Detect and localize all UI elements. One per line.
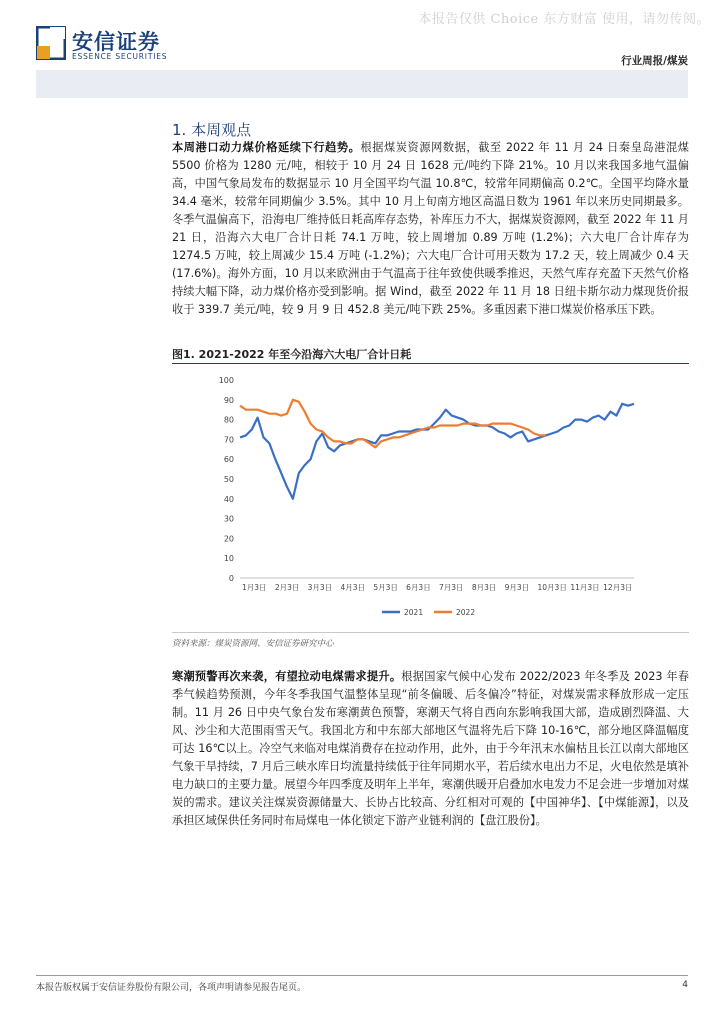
figure-rule — [172, 363, 689, 364]
y-tick-label: 100 — [218, 376, 234, 385]
y-tick-label: 70 — [223, 435, 234, 445]
paragraph-cold-wave — [172, 668, 689, 830]
x-tick-label: 8月3日 — [471, 583, 497, 592]
figure-caption: 图1. 2021-2022 年至今沿海六大电厂合计日耗 — [172, 348, 412, 361]
paragraph-weekly-view — [172, 139, 689, 319]
y-tick-label: 20 — [223, 534, 234, 544]
header-band — [36, 70, 688, 98]
legend-label: 2022 — [456, 608, 476, 617]
paragraph-body: 根据国家气候中心发布 2022/2023 年冬季及 2023 年春季气候趋势预测，今年冬季我国气温整体呈现“前冬偏暖、后冬偏冷”特征，对煤炭需求释放形成一定压制。11 月 26 日中央气象台发布寒潮黄色预警，寒潮天气将自西向东影响我国大部，造成剧烈降温、大风、沙尘和大范围雨雪天气。我国北方和中东部大部地区气温将先后下降 10-16℃，部分地区降温幅度可达 16℃以上。冷空气来临对电煤消费存在拉动作用，此外，由于今年汛末水偏枯且长江以南大部地区气象干旱持续，7 月后三峡水库日均流量持续低于往年同期水平，若后续水电出力不足，火电依然是填补电力缺口的主要力量。展望今年四季度及明年上半年，寒潮供暖开启叠加水电发力不足会进一步增加对煤炭的需求。建议关注煤炭资源储量大、长协占比较高、分红相对可观的【中国神华】、【中煤能源】，以及承担区域保供任务同时布局煤电一体化锁定下游产业链利润的【盘江股份】。 — [172, 670, 689, 827]
x-axis — [242, 583, 632, 592]
y-tick-label: 40 — [223, 494, 234, 504]
section-title: 1. 本周观点 — [172, 121, 252, 139]
x-tick-label: 4月3日 — [340, 583, 366, 592]
source-note: 资料来源：煤炭资源网、安信证券研究中心 — [172, 639, 334, 649]
series-lines — [240, 400, 634, 499]
paragraph-body: 根据煤炭资源网数据，截至 2022 年 11 月 24 日秦皇岛港混煤 5500 价格为 1280 元/吨，相较于 10 月 24 日 1628 元/吨约下降 21%。10 月以来我国多地气温偏高，中国气象局发布的数据显示 10 月全国平均气温 10.8℃，较常年同期偏高 0.2℃。全国平均降水量 34.4 毫米，较常年同期偏少 3.5%。其中 10 月上旬南方地区高温日数为 1961 年以来历史同期最多。冬季气温偏高下，沿海电厂维持低日耗高库存态势，补库压力不大，据煤炭资源网，截至 2022 年 11 月 21 日，沿海六大电厂合计日耗 74.1 万吨，较上周增加 0.89 万吨 (1.2%)；六大电厂合计库存为 1274.5 万吨，较上周减少 15.4 万吨 (-1.2%)；六大电厂合计可用天数为 17.2 天，较上周减少 0.4 天 (17.6%)。海外方面，10 月以来欧洲由于气温高于往年致使供暖季推迟，天然气库存充盈下天然气价格持续大幅下降，动力煤价格亦受到影响。据 Wind，截至 2022 年 11 月 18 日纽卡斯尔动力煤现货价报收于 339.7 美元/吨，较 9 月 9 日 452.8 美元/吨下跌 25%。多重因素下港口煤炭价格承压下跌。 — [172, 141, 689, 316]
x-tick-label: 9月3日 — [504, 583, 530, 592]
x-tick-label: 7月3日 — [439, 583, 464, 592]
x-tick-label: 1月3日 — [242, 583, 267, 592]
x-tick-label: 11月3日 — [570, 583, 600, 592]
brand-name-en: ESSENCE SECURITIES — [72, 52, 168, 61]
y-tick-label: 30 — [223, 514, 234, 524]
y-tick-label: 90 — [223, 395, 234, 405]
x-tick-label: 12月3日 — [603, 583, 633, 592]
y-tick-label: 60 — [223, 455, 234, 465]
paragraph-lead: 本周港口动力煤价格延续下行趋势。 — [172, 141, 361, 154]
chart-legend — [382, 608, 475, 617]
y-tick-label: 80 — [223, 415, 234, 425]
x-tick-label: 2月3日 — [274, 583, 300, 592]
x-tick-label: 6月3日 — [406, 583, 431, 592]
watermark-text: 本报告仅供 Choice 东方财富 使用，请勿传阅。 — [418, 12, 710, 27]
x-tick-label: 5月3日 — [373, 583, 398, 592]
legend-label: 2021 — [404, 608, 424, 617]
x-tick-label: 3月3日 — [307, 583, 333, 592]
y-axis — [219, 376, 234, 583]
series-line-2022 — [240, 400, 546, 448]
series-line-2021 — [240, 404, 634, 499]
y-tick-label: 10 — [223, 554, 234, 564]
footer-rule — [36, 975, 688, 976]
page-number: 4 — [682, 980, 688, 990]
footer-disclaimer: 本报告版权属于安信证券股份有限公司，各项声明请参见报告尾页。 — [36, 983, 307, 993]
x-tick-label: 10月3日 — [537, 583, 567, 592]
source-rule — [172, 632, 689, 633]
brand-name: 安信证券 — [72, 30, 160, 54]
report-type: 行业周报/煤炭 — [621, 55, 688, 67]
paragraph-lead: 寒潮预警再次来袭，有望拉动电煤需求提升。 — [172, 670, 402, 683]
y-tick-label: 0 — [228, 574, 234, 583]
brand-logo-icon — [36, 26, 66, 60]
line-chart — [172, 368, 689, 630]
y-tick-label: 50 — [223, 475, 234, 484]
